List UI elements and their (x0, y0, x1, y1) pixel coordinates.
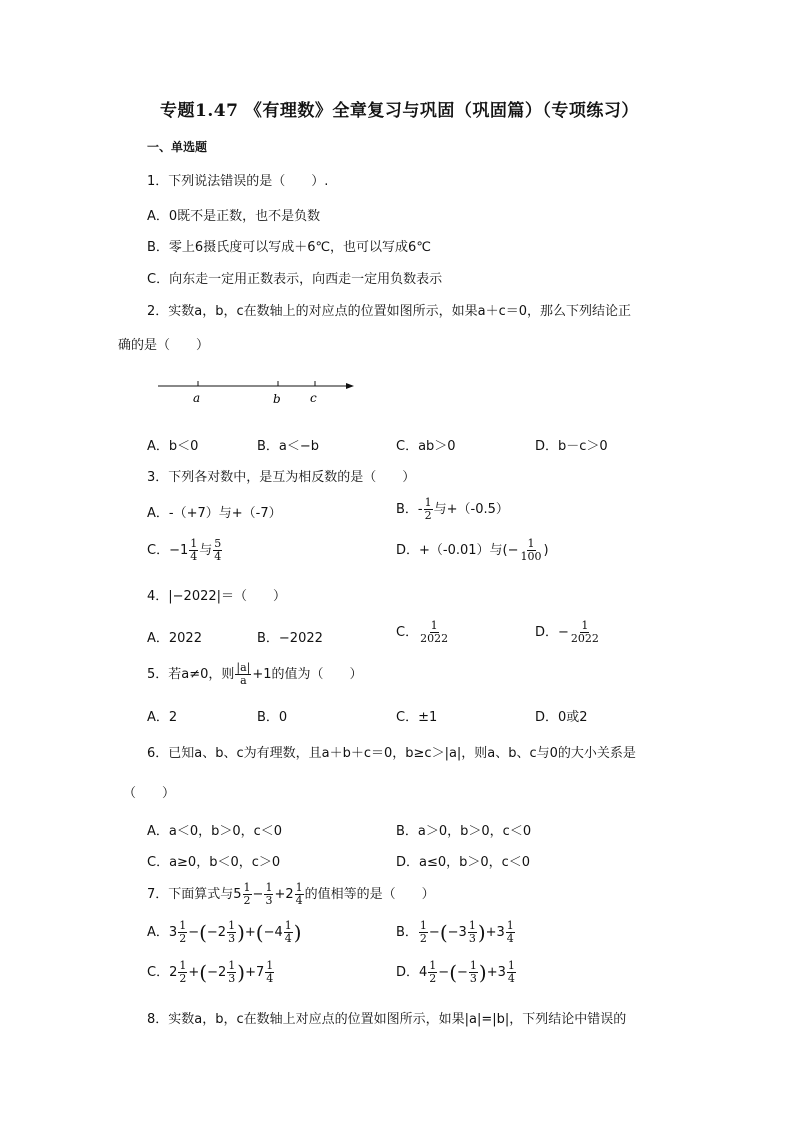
question-1-option-c: C．向东走一定用正数表示，向西走一定用负数表示 (147, 272, 443, 287)
question-4-option-d: D．− $\frac{1}{2022}$ (535, 619, 599, 645)
question-1-option-b: B．零上6摄氏度可以写成＋6℃，也可以写成6℃ (147, 240, 431, 255)
question-2-stem-line2: 确的是（ ） (118, 338, 210, 353)
question-7-option-a: A．3 $\frac{1}{2}$ −(−2 $\frac{1}{3}$ )+(−4 $\frac{1}{4}$ ) (147, 919, 302, 945)
question-5-stem: 5．若a≠0，则 $\frac{|a|}{a}$ +1的值为（ ） (147, 661, 363, 687)
question-6-stem-line2: （ ） (123, 786, 176, 801)
axis-label-c: c (310, 391, 317, 405)
question-7-stem: 7．下面算式与5 $\frac{1}{2}$ − $\frac{1}{3}$ +2 $\frac{1}{4}$ 的值相等的是（ ） (147, 881, 435, 907)
question-4-option-c: C． $\frac{1}{2022}$ (396, 619, 449, 645)
question-5-option-c: C．±1 (396, 710, 438, 725)
question-4-stem: 4．|−2022|＝（ ） (147, 589, 287, 604)
axis-label-b: b (273, 392, 281, 406)
number-line-figure (150, 375, 360, 409)
question-4-option-a: A．2022 (147, 631, 202, 646)
question-8-stem: 8．实数a，b，c在数轴上对应点的位置如图所示，如果|a|=|b|，下列结论中错误的 (147, 1012, 627, 1027)
question-2-option-a: A．b＜0 (147, 439, 199, 454)
question-3-option-a: A．-（+7）与+（-7） (147, 506, 282, 521)
question-2-option-d: D．b－c＞0 (535, 439, 608, 454)
question-7-option-c: C．2 $\frac{1}{2}$ +(−2 $\frac{1}{3}$ )+7 $\frac{1}{4}$ (147, 959, 274, 985)
question-6-option-c: C．a≥0，b＜0，c＞0 (147, 855, 281, 870)
axis-arrow (346, 383, 354, 389)
question-1-stem: 1．下列说法错误的是（ ）. (147, 174, 329, 189)
axis-label-a: a (193, 391, 201, 405)
question-3-option-d: D．+（-0.01）与(− $\frac{1}{100}$ ) (396, 537, 549, 563)
question-2-option-c: C．ab＞0 (396, 439, 456, 454)
question-5-option-b: B．0 (257, 710, 288, 725)
question-7-option-d: D．4 $\frac{1}{2}$ −(− $\frac{1}{3}$ )+3 $\frac{1}{4}$ (396, 959, 515, 985)
question-5-option-d: D．0或2 (535, 710, 588, 725)
question-6-option-d: D．a≤0，b＞0，c＜0 (396, 855, 531, 870)
question-7-option-b: B． $\frac{1}{2}$ −(−3 $\frac{1}{3}$ )+3 $\frac{1}{4}$ (396, 919, 514, 945)
page-title: 专题1.47 《有理数》全章复习与巩固（巩固篇）（专项练习） (160, 101, 639, 121)
question-5-option-a: A．2 (147, 710, 178, 725)
question-6-option-a: A．a＜0，b＞0，c＜0 (147, 824, 283, 839)
question-3-option-c: C．−1 $\frac{1}{4}$ 与 $\frac{5}{4}$ (147, 537, 222, 563)
question-3-stem: 3．下列各对数中，是互为相反数的是（ ） (147, 470, 416, 485)
section-heading: 一、单选题 (147, 140, 208, 154)
question-6-option-b: B．a＞0，b＞0，c＜0 (396, 824, 532, 839)
question-3-option-b: B．- $\frac{1}{2}$ 与+（-0.5） (396, 496, 509, 522)
question-2-stem-line1: 2．实数a，b，c在数轴上的对应点的位置如图所示，如果a＋c＝0，那么下列结论正 (147, 304, 632, 319)
question-6-stem-line1: 6．已知a、b、c为有理数，且a＋b＋c＝0，b≥c＞|a|，则a、b、c与0的大小关系是 (147, 746, 636, 761)
question-2-option-b: B．a＜−b (257, 439, 320, 454)
question-1-option-a: A．0既不是正数，也不是负数 (147, 209, 321, 224)
question-4-option-b: B．−2022 (257, 631, 323, 646)
